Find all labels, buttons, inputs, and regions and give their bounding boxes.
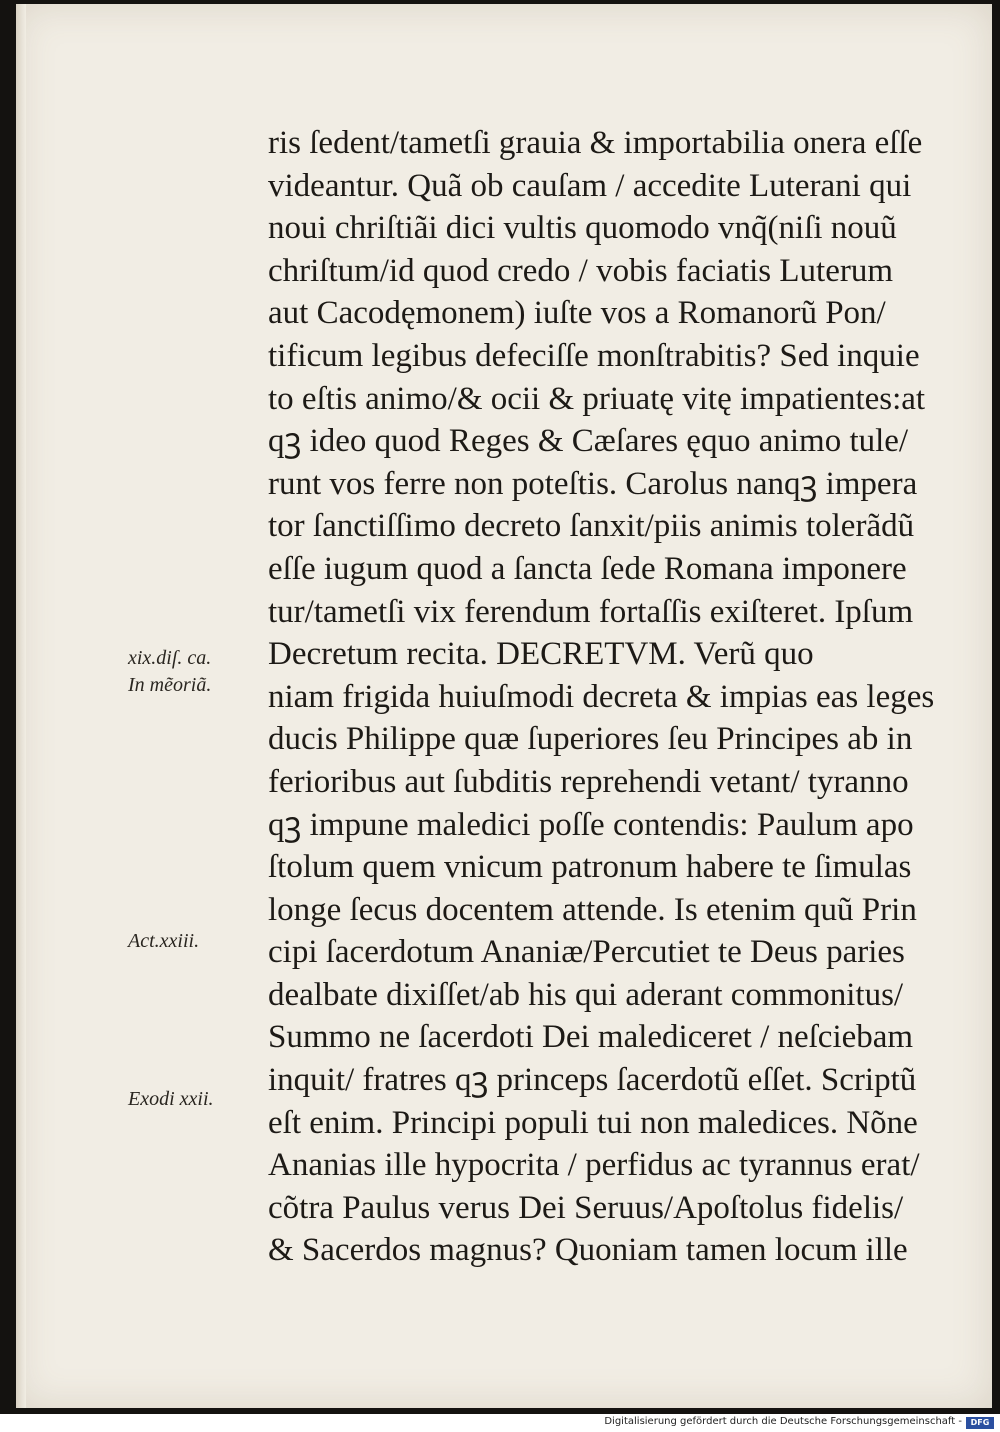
- funding-credit: Digitalisierung gefördert durch die Deutsche Forschungsgemeinschaft -: [604, 1416, 962, 1427]
- text-line: tor ſanctiſſimo decreto ſanxit/piis animis tolerãdũ: [268, 508, 915, 545]
- text-line: dealbate dixiſſet/ab his qui aderant commonitus/: [268, 976, 904, 1013]
- text-line: noui chriſtiãi dici vultis quomodo vnq̃(niſi nouũ: [268, 210, 897, 247]
- digitization-footer: [0, 1414, 1000, 1432]
- text-line: aut Cacodęmonem) iuſte vos a Romanorũ Pon/: [268, 295, 886, 332]
- text-line: ferioribus aut ſubditis reprehendi vetant/ tyranno: [268, 763, 909, 800]
- text-line: & Sacerdos magnus? Quoniam tamen locum ille: [268, 1232, 908, 1269]
- text-line: runt vos ferre non poteſtis. Carolus nanqꝫ impera: [268, 465, 918, 502]
- text-line: Summo ne ſacerdoti Dei malediceret / neſciebam: [268, 1019, 914, 1056]
- text-line: longe ſecus docentem attende. Is etenim quũ Prin: [268, 891, 917, 928]
- text-line: qꝫ ideo quod Reges & Cæſares ęquo animo tule/: [268, 423, 909, 460]
- text-line: cõtra Paulus verus Dei Seruus/Apoſtolus fidelis/: [268, 1189, 904, 1226]
- text-line: tificum legibus defeciſſe monſtrabitis? Sed inquie: [268, 337, 920, 374]
- text-line: eſſe iugum quod a ſancta ſede Romana imponere: [268, 550, 907, 587]
- text-line: videantur. Quã ob cauſam / accedite Luterani qui: [268, 167, 912, 204]
- page-edge-shadow: [16, 4, 26, 1408]
- book-page: [16, 4, 992, 1408]
- text-line: Decretum recita. DECRETVM. Verũ quo: [268, 636, 814, 673]
- text-line: chriſtum/id quod credo / vobis faciatis Luterum: [268, 252, 894, 289]
- text-line: niam frigida huiuſmodi decreta & impias eas leges: [268, 678, 935, 715]
- text-line: tur/tametſi vix ferendum fortaſſis exiſteret. Ipſum: [268, 593, 914, 630]
- marginal-note: In mẽoriã.: [128, 674, 212, 696]
- text-line: qꝫ impune maledici poſſe contendis: Paulum apo: [268, 806, 914, 843]
- text-line: eſt enim. Principi populi tui non maledices. Nõne: [268, 1104, 918, 1141]
- text-line: cipi ſacerdotum Ananiæ/Percutiet te Deus paries: [268, 934, 905, 971]
- text-line: Ananias ille hypocrita / perfidus ac tyrannus erat/: [268, 1147, 920, 1184]
- main-text-block: [268, 122, 974, 1272]
- text-line: ſtolum quem vnicum patronum habere te ſimulas: [268, 849, 912, 886]
- text-line: ris ſedent/tametſi grauia & importabilia onera eſſe: [268, 125, 923, 161]
- marginal-note: Act.xxiii.: [128, 930, 200, 952]
- marginal-note: xix.diſ. ca.: [128, 647, 212, 669]
- marginal-note: Exodi xxii.: [128, 1088, 214, 1110]
- text-line: to eſtis animo/& ocii & priuatę vitę impatientes:at: [268, 380, 926, 417]
- text-line: inquit/ fratres qꝫ princeps ſacerdotũ eſſet. Scriptũ: [268, 1062, 917, 1099]
- dfg-logo: DFG: [966, 1417, 994, 1429]
- text-line: ducis Philippe quæ ſuperiores ſeu Principes ab in: [268, 721, 913, 758]
